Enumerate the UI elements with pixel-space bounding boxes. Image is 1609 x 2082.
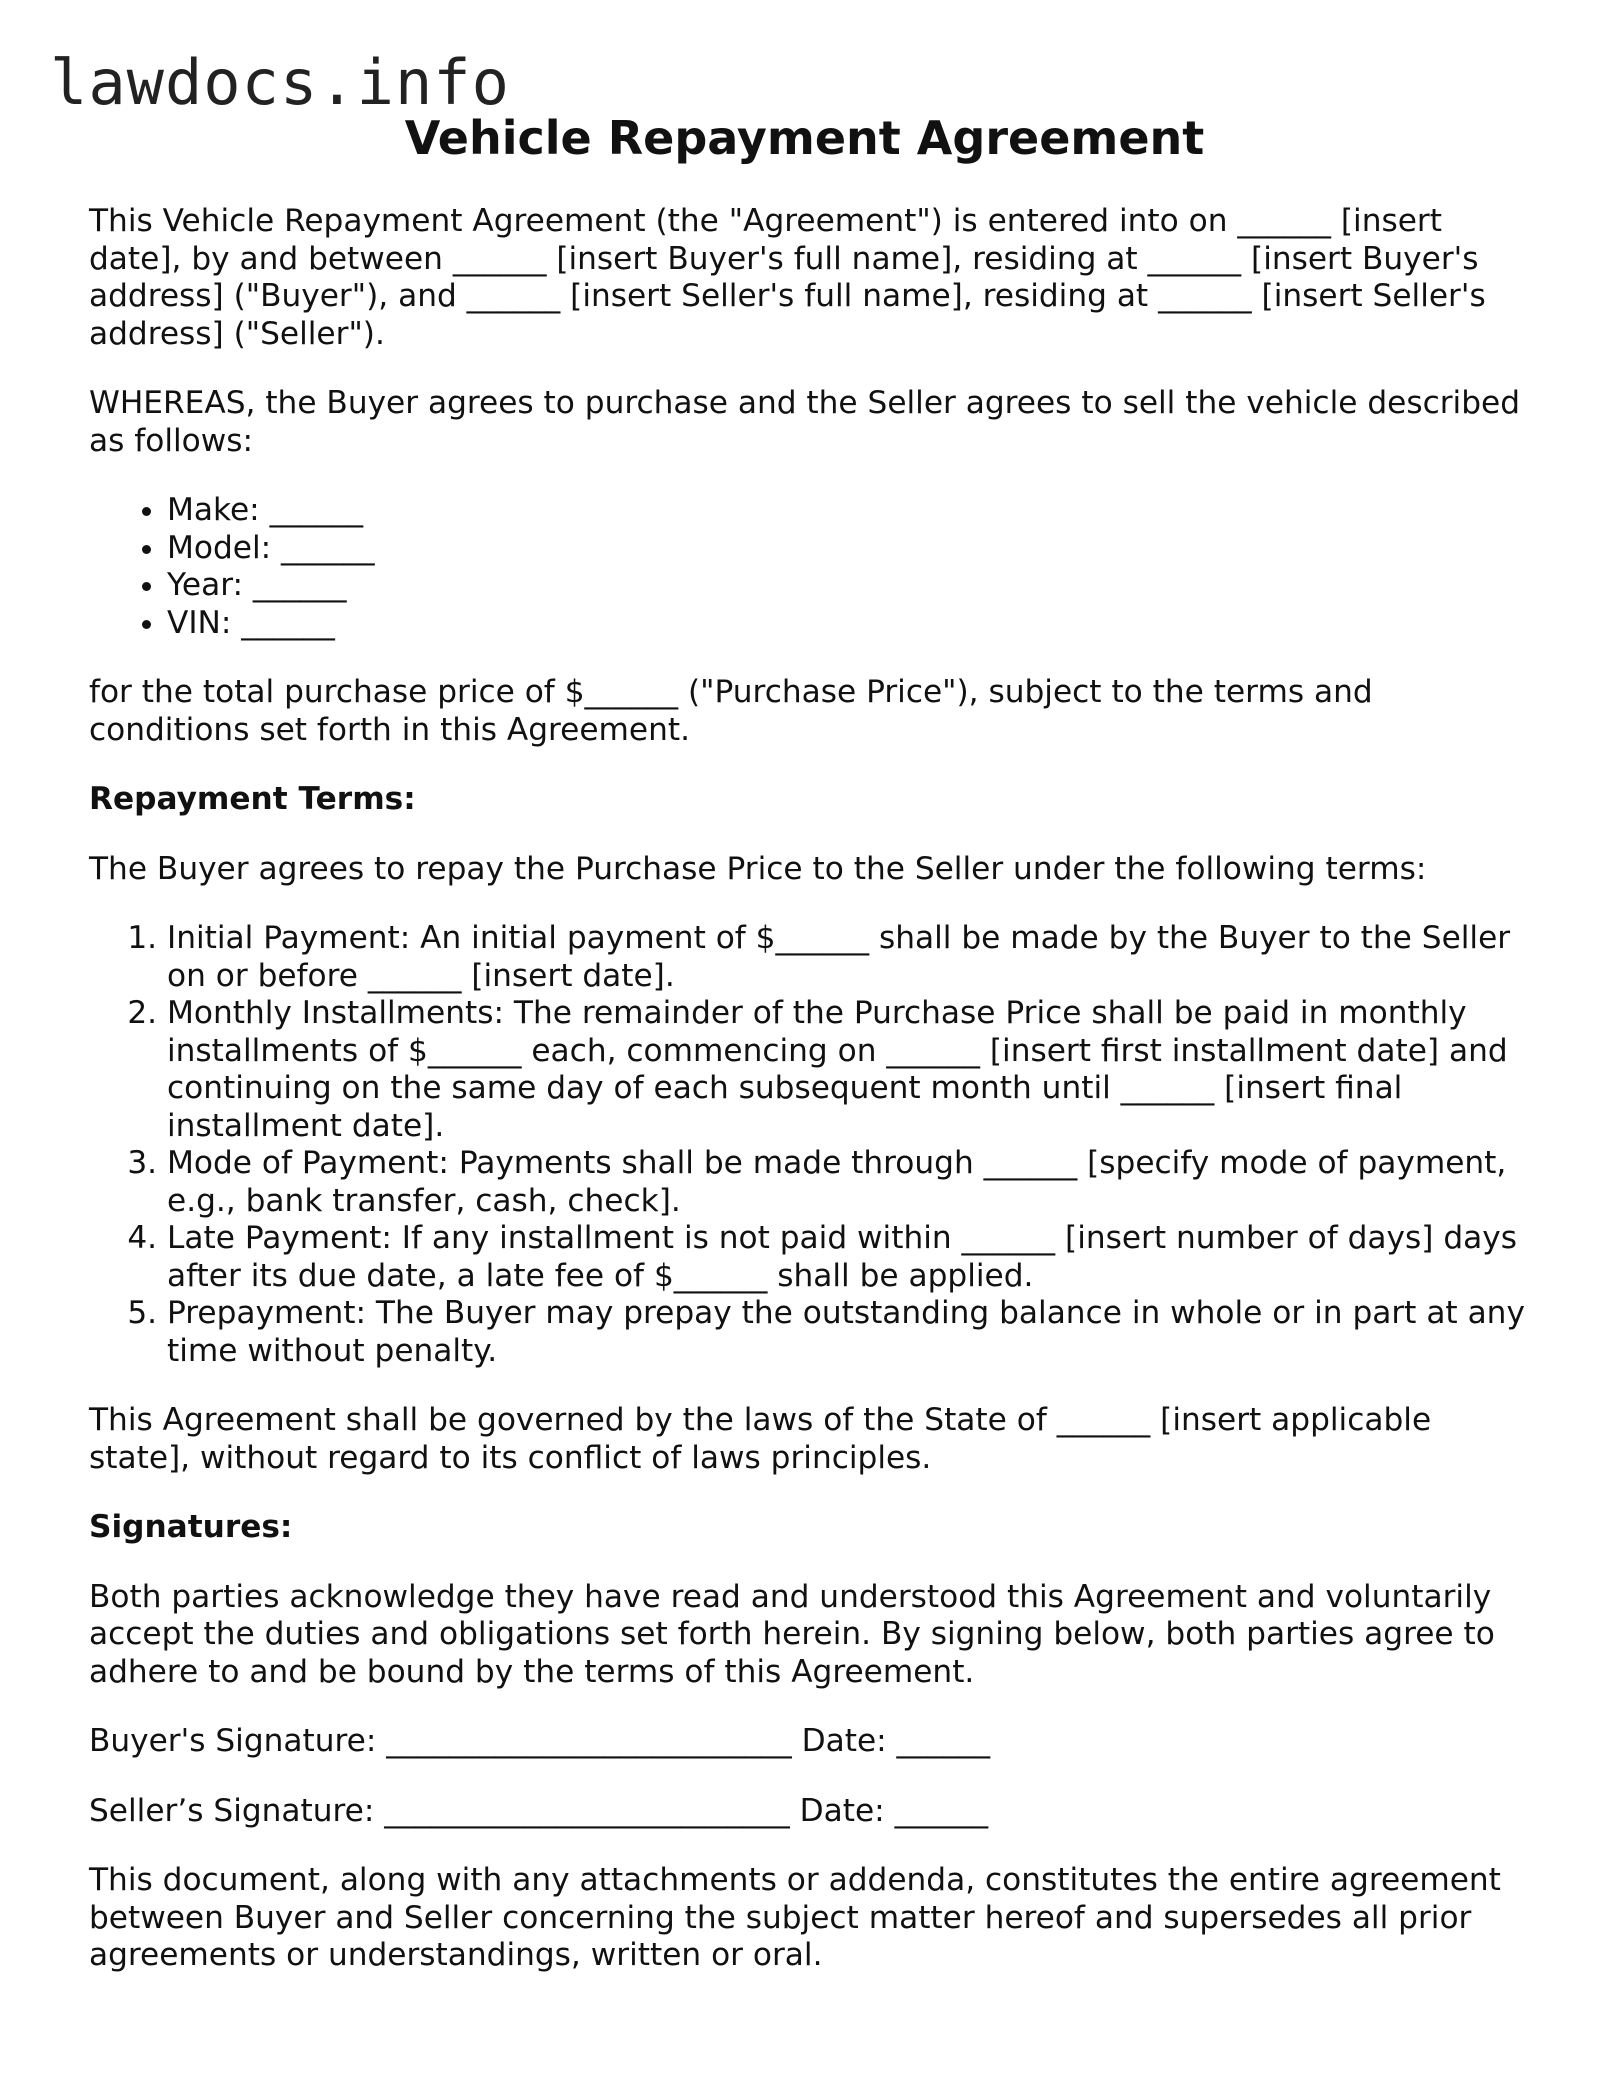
prepayment-term: 5. Prepayment: The Buyer may prepay the outstanding balance in whole or in part at any time without penalty. bbox=[167, 1295, 1529, 1370]
purchase-price-paragraph: for the total purchase price of $______ ("Purchase Price"), subject to the terms and conditions set forth in this Agreement. bbox=[89, 674, 1373, 748]
governing-law-paragraph: This Agreement shall be governed by the laws of the State of ______ [insert applicable state], without regard to its conflict of laws principles. bbox=[89, 1402, 1432, 1476]
vehicle-details-list bbox=[89, 492, 1529, 642]
late-payment-term: 4. Late Payment: If any installment is not paid within ______ [insert number of days] days after its due date, a late fee of $______ shall be applied. bbox=[167, 1220, 1529, 1295]
vehicle-vin-item: • VIN: ______ bbox=[167, 605, 1529, 643]
mode-of-payment-term: 3. Mode of Payment: Payments shall be made through ______ [specify mode of payment, e.g., bank transfer, cash, check]. bbox=[167, 1145, 1529, 1220]
document-body bbox=[89, 203, 1529, 2007]
repayment-terms-heading: Repayment Terms: bbox=[89, 781, 416, 817]
repayment-terms-list bbox=[89, 920, 1529, 1370]
vehicle-year-item: • Year: ______ bbox=[167, 567, 1529, 605]
vehicle-make-item: • Make: ______ bbox=[167, 492, 1529, 530]
whereas-paragraph: WHEREAS, the Buyer agrees to purchase and the Seller agrees to sell the vehicle described as follows: bbox=[89, 385, 1520, 459]
site-logo: lawdocs.info bbox=[50, 46, 510, 119]
buyer-signature-line: Buyer's Signature: __________________________ Date: ______ bbox=[89, 1723, 991, 1759]
entire-agreement-paragraph: This document, along with any attachments or addenda, constitutes the entire agreement between Buyer and Seller concerning the subject matter hereof and supersedes all prior agreements or understandings, written or oral. bbox=[89, 1862, 1501, 1973]
document-title: Vehicle Repayment Agreement bbox=[404, 111, 1205, 165]
seller-signature-line: Seller’s Signature: __________________________ Date: ______ bbox=[89, 1792, 989, 1829]
vehicle-model-item: • Model: ______ bbox=[167, 530, 1529, 568]
monthly-installments-term: 2. Monthly Installments: The remainder of the Purchase Price shall be paid in monthly installments of $______ each, commencing on ______ [insert first installment date] and continuing on the same day of each subsequent month until ______ [insert final installment date]. bbox=[167, 995, 1529, 1145]
intro-paragraph: This Vehicle Repayment Agreement (the "Agreement") is entered into on ______ [insert date], by and between ______ [insert Buyer's full name], residing at ______ [insert Buyer's address] ("Buyer"), and ______ [insert Seller's full name], residing at ______ [insert Seller's address] ("Seller"). bbox=[89, 203, 1486, 352]
initial-payment-term: 1. Initial Payment: An initial payment of $______ shall be made by the Buyer to the Seller on or before ______ [insert date]. bbox=[167, 920, 1529, 995]
repayment-intro-paragraph: The Buyer agrees to repay the Purchase Price to the Seller under the following terms: bbox=[89, 850, 1427, 887]
signatures-intro-paragraph: Both parties acknowledge they have read and understood this Agreement and voluntarily accept the duties and obligations set forth herein. By signing below, both parties agree to adhere to and be bound by the terms of this Agreement. bbox=[89, 1578, 1495, 1690]
signatures-heading: Signatures: bbox=[89, 1509, 293, 1545]
